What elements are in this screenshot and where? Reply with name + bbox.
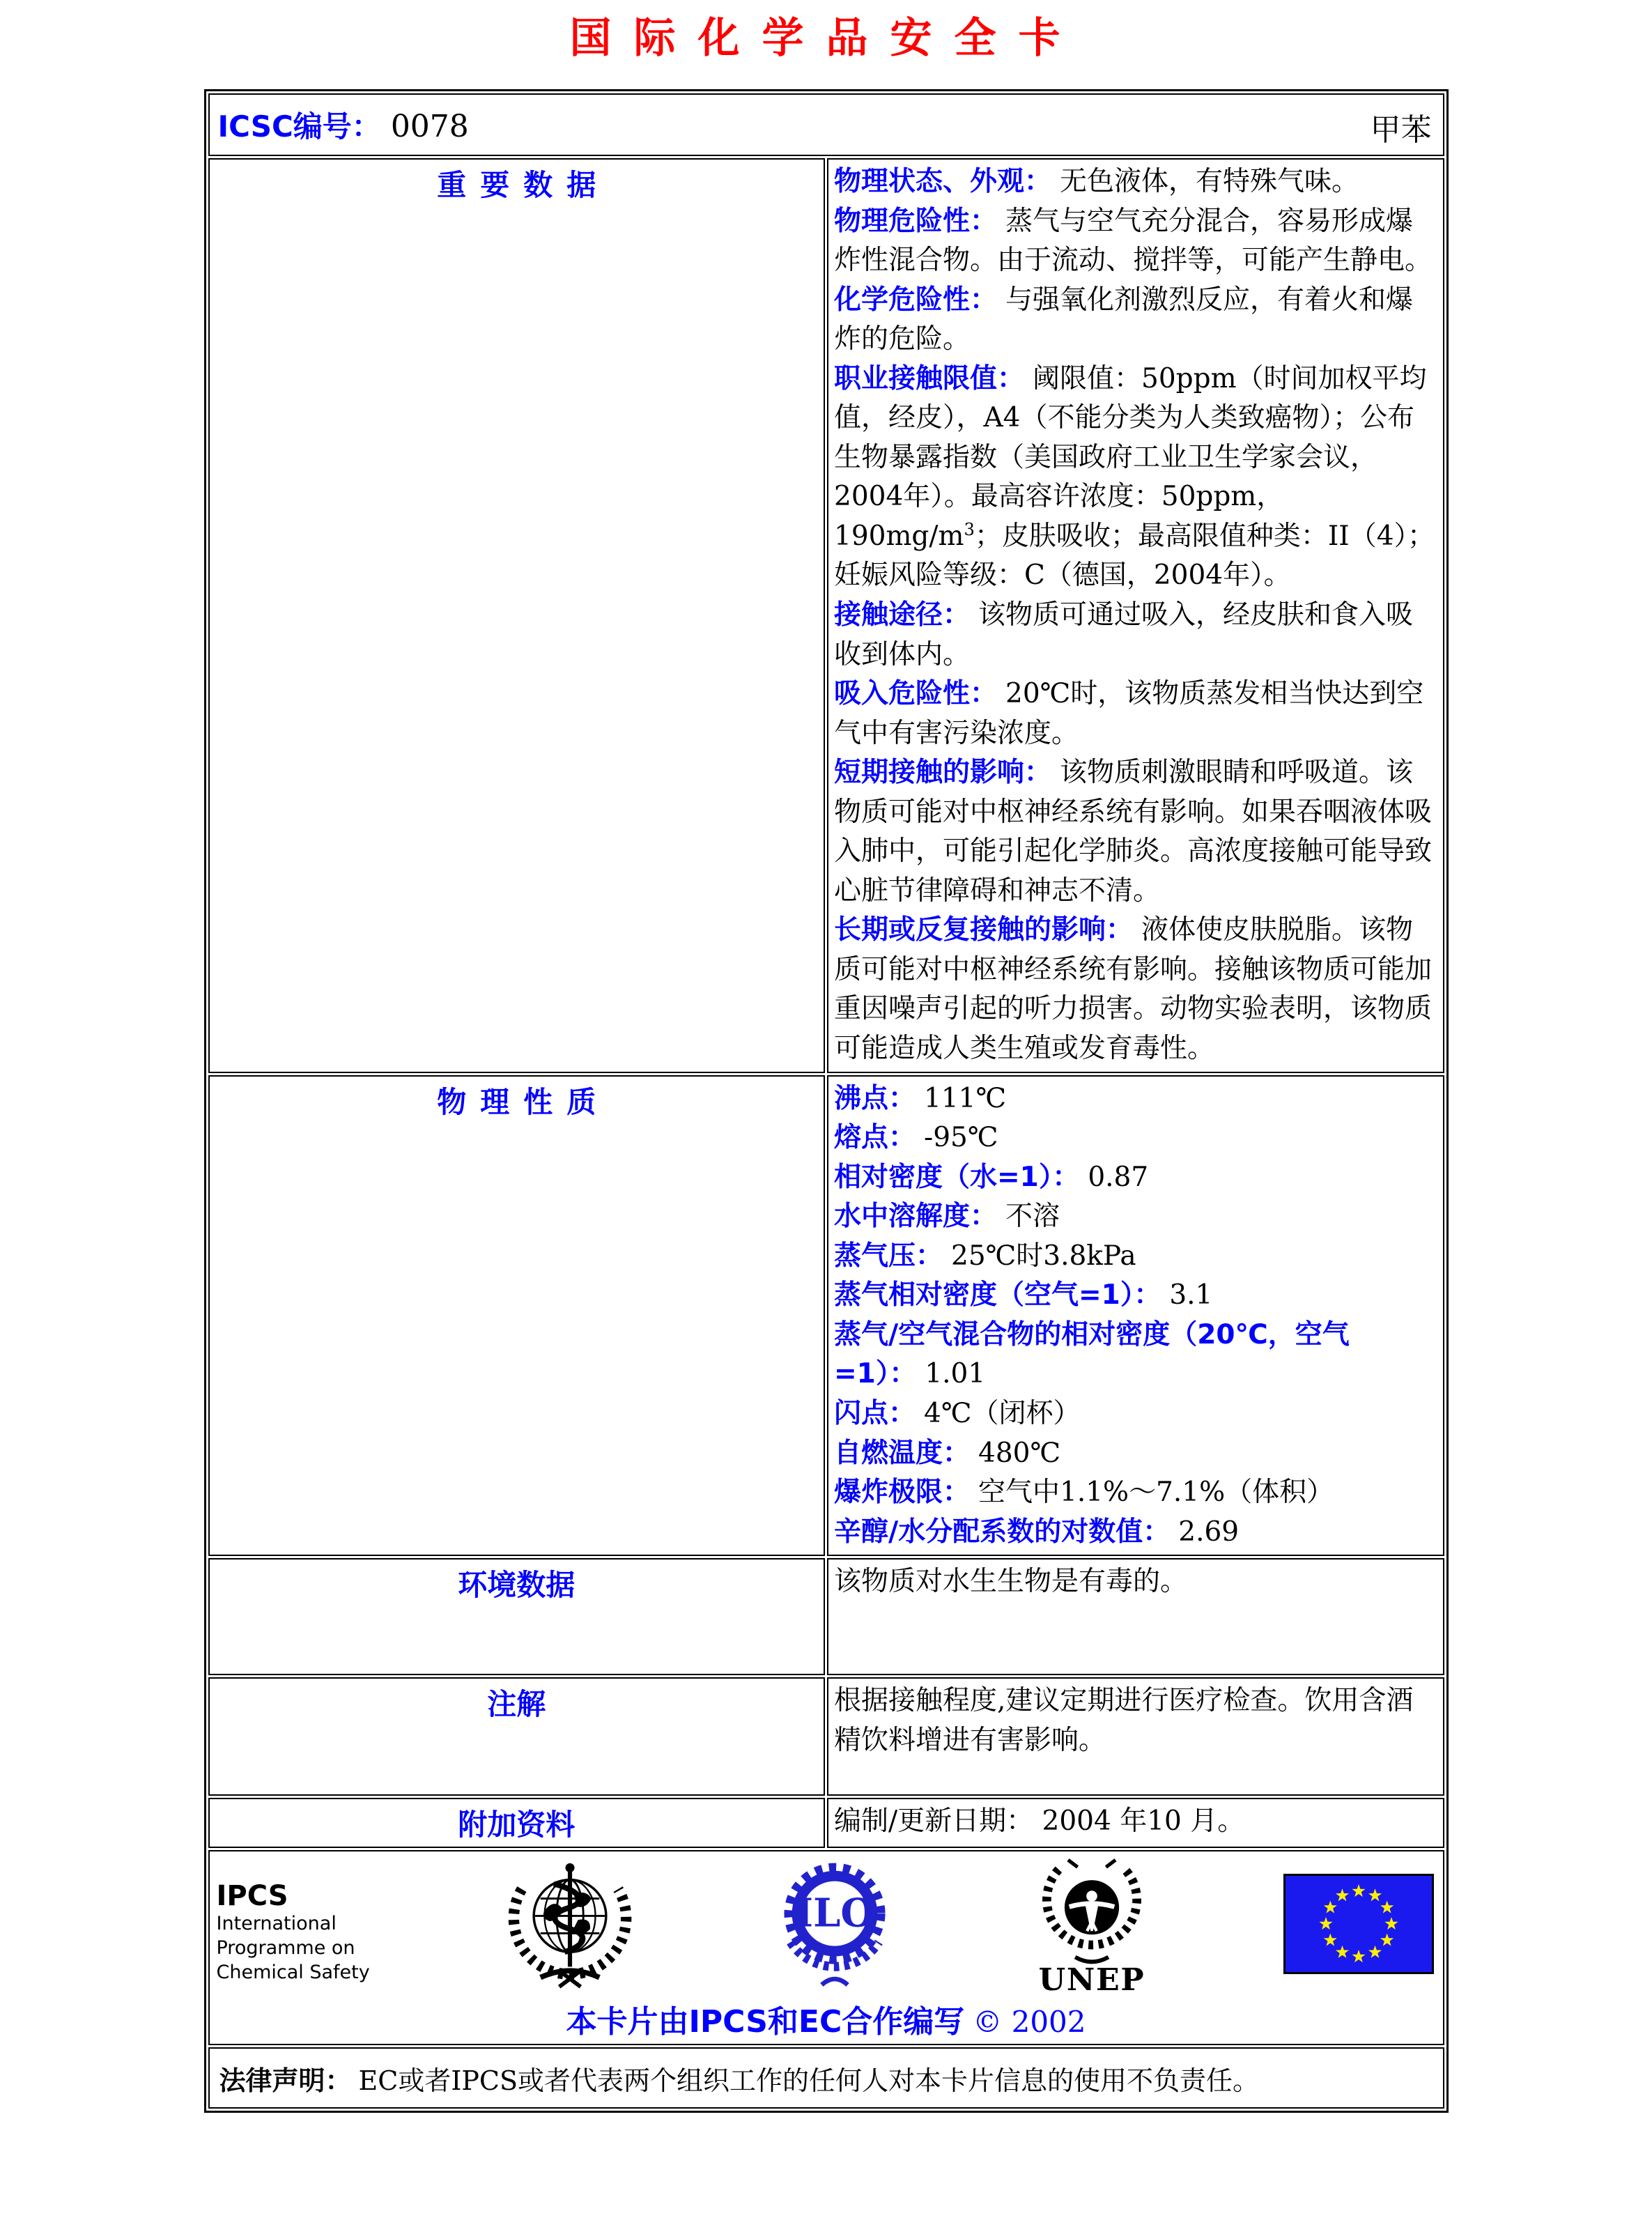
svg-text:UNEP: UNEP	[1038, 1962, 1145, 1996]
section-label-additional-info: 附加资料	[208, 1798, 826, 1848]
field-value: 无色液体，有特殊气味。	[1060, 166, 1359, 197]
ilo-logo-icon	[770, 1859, 900, 1989]
svg-text:ILO: ILO	[794, 1890, 874, 1936]
data-line	[834, 1276, 1437, 1316]
field-label: 辛醇/水分配系数的对数值：	[834, 1516, 1171, 1548]
eu-flag-icon	[1283, 1874, 1434, 1974]
field-label: 蒸气相对密度（空气=1）：	[834, 1279, 1161, 1311]
legal-row	[208, 2047, 1444, 2109]
field-value: ；皮肤吸收；最高限值种类：II（4）；妊娠风险等级：C（德国，2004年）。	[834, 520, 1435, 592]
copyright-text: © 2002	[973, 2005, 1086, 2040]
legal-notice-label: 法律声明：	[219, 2065, 352, 2096]
field-label: 物理危险性：	[834, 205, 998, 237]
section-content-environmental-data	[827, 1558, 1444, 1675]
ipcs-line-2: Programme on	[216, 1937, 355, 1959]
icsc-number-label: ICSC编号：	[217, 109, 381, 144]
data-line	[834, 1197, 1437, 1237]
section-content-physical-properties	[827, 1075, 1444, 1557]
field-label: 物理状态、外观：	[834, 166, 1052, 197]
data-line	[834, 1118, 1437, 1158]
field-label: 长期或反复接触的影响：	[834, 914, 1134, 946]
chemical-name: 甲苯	[1370, 112, 1432, 148]
unep-logo-icon	[1033, 1853, 1151, 1995]
field-label: 自燃温度：	[834, 1437, 971, 1469]
data-line	[834, 1513, 1437, 1553]
field-label: 爆炸极限：	[834, 1477, 971, 1509]
section-content-important-data	[827, 158, 1444, 1073]
data-line	[834, 162, 1437, 202]
field-label: 职业接触限值：	[834, 362, 1025, 394]
field-value: 蒸气与空气充分混合，容易形成爆炸性混合物。由于流动、搅拌等，可能产生静电。	[834, 205, 1433, 277]
field-value: 3.1	[1169, 1279, 1213, 1311]
field-value: 0.87	[1088, 1161, 1149, 1193]
data-line	[834, 281, 1437, 360]
environmental-data-text: 该物质对水生生物是有毒的。	[834, 1566, 1188, 1598]
data-line	[834, 596, 1437, 675]
field-label: 沸点：	[834, 1082, 916, 1114]
field-value: 4℃（闭杯）	[924, 1397, 1081, 1429]
superscript: 3	[964, 519, 975, 539]
update-date-value: 2004 年10 月。	[1042, 1805, 1245, 1838]
field-value: 480℃	[978, 1437, 1061, 1469]
data-line	[834, 911, 1437, 1068]
field-value: 阈限值：50ppm（时间加权平均值，经皮），A4（不能分类为人类致癌物）；公布生物暴露指数（美国政府工业卫生学家会议，2004年）。最高容许浓度：50ppm，190mg/m	[834, 362, 1427, 552]
section-label-physical-properties: 物理性质	[208, 1075, 826, 1557]
cooperation-caption-text: 本卡片由IPCS和EC合作编写	[566, 2004, 965, 2040]
field-label: 蒸气压：	[834, 1240, 943, 1272]
data-line	[834, 1394, 1437, 1434]
icsc-number-group	[218, 104, 469, 146]
important-data-list	[834, 162, 1437, 1069]
data-line	[834, 1434, 1437, 1474]
field-value: 该物质可通过吸入，经皮肤和食入吸收到体内。	[834, 599, 1414, 670]
field-label: 熔点：	[834, 1122, 916, 1154]
field-value: 空气中1.1%～7.1%（体积）	[978, 1477, 1334, 1509]
field-value: 不溶	[1005, 1201, 1060, 1233]
section-content-notes	[827, 1677, 1444, 1796]
field-label: 蒸气/空气混合物的相对密度（20℃，空气=1）：	[834, 1318, 1350, 1390]
page-title: 国际化学品安全卡	[569, 14, 1083, 63]
field-value: 111℃	[924, 1082, 1007, 1114]
field-label: 吸入危险性：	[834, 678, 998, 710]
field-value: 2.69	[1178, 1516, 1240, 1548]
field-label: 接触途径：	[834, 599, 971, 631]
field-value: 液体使皮肤脱脂。该物质可能对中枢神经系统有影响。接触该物质可能加重因噪声引起的听力损害。动物实验表明，该物质可能造成人类生殖或发育毒性。	[834, 914, 1433, 1065]
field-label: 短期接触的影响：	[834, 757, 1052, 789]
field-value: 该物质刺激眼睛和呼吸道。该物质可能对中枢神经系统有影响。如果吞咽液体吸入肺中，可能引起化学肺炎。高浓度接触可能导致心脏节律障碍和神志不清。	[834, 757, 1433, 907]
update-date-label: 编制/更新日期：	[834, 1805, 1034, 1838]
field-value: 25℃时3.8kPa	[951, 1240, 1136, 1272]
icsc-card-table	[204, 89, 1449, 2113]
data-line	[834, 360, 1437, 596]
icsc-number-value: 0078	[390, 109, 469, 144]
ipcs-line-3: Chemical Safety	[216, 1962, 370, 1984]
physical-properties-list	[834, 1079, 1437, 1553]
ipcs-acronym: IPCS	[216, 1880, 288, 1913]
data-line	[834, 1158, 1437, 1198]
field-label: 相对密度（水=1）：	[834, 1161, 1080, 1193]
section-label-notes: 注解	[208, 1677, 826, 1796]
field-label: 水中溶解度：	[834, 1201, 998, 1233]
field-value: 1.01	[925, 1358, 986, 1390]
logos-row	[208, 1850, 1444, 2045]
field-label: 化学危险性：	[834, 284, 998, 316]
who-logo-icon	[503, 1857, 637, 1991]
header-row	[208, 93, 1444, 156]
section-content-additional-info	[827, 1798, 1444, 1848]
data-line	[834, 1237, 1437, 1277]
ipcs-text-block	[217, 1881, 370, 1985]
cooperation-caption	[215, 1996, 1437, 2041]
notes-text: 根据接触程度,建议定期进行医疗检查。饮用含酒精饮料增进有害影响。	[834, 1685, 1414, 1756]
data-line	[834, 202, 1437, 281]
data-line	[834, 675, 1437, 753]
field-value: 与强氧化剂激烈反应，有着火和爆炸的危险。	[834, 284, 1414, 355]
data-line	[834, 1473, 1437, 1513]
field-label: 闪点：	[834, 1397, 916, 1429]
ipcs-line-1: International	[216, 1913, 337, 1935]
section-label-important-data: 重要数据	[208, 158, 826, 1073]
legal-notice-text: EC或者IPCS或者代表两个组织工作的任何人对本卡片信息的使用不负责任。	[358, 2065, 1260, 2096]
field-value: 20℃时，该物质蒸发相当快达到空气中有害污染浓度。	[834, 678, 1424, 749]
data-line	[834, 1079, 1437, 1119]
data-line	[834, 753, 1437, 911]
section-label-environmental-data: 环境数据	[208, 1558, 826, 1675]
data-line	[834, 1316, 1437, 1394]
field-value: -95℃	[924, 1122, 998, 1154]
icsc-card-page	[0, 11, 1652, 2113]
